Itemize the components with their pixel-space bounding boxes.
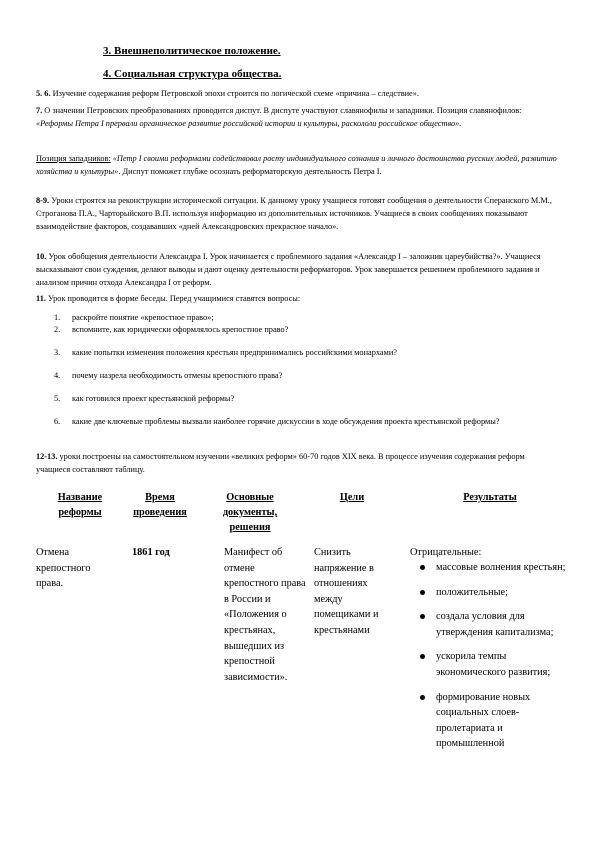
list-number: 4. — [54, 371, 61, 380]
slavophiles-quote: «Реформы Петра I прервали органическое развитие российской истории и культуры, раскололи российское общество». — [36, 118, 462, 128]
paragraph-11 — [36, 293, 558, 306]
list-item — [416, 560, 566, 576]
paragraph-5-6 — [36, 88, 558, 101]
paragraph-number: 7. — [36, 106, 43, 115]
list-number: 1. — [54, 313, 61, 322]
paragraph-8-9 — [36, 195, 558, 233]
cell-results-label: Отрицательные: — [410, 547, 482, 558]
bullet-icon — [420, 565, 425, 570]
westerners-quote: «Петр I своими реформами содействовал росту индивидуального сознания и личного достоинства русских людей, развитию хозяйства и культуры» — [36, 154, 557, 176]
paragraph-text: Урок обобщения деятельности Александра I. Урок начинается с проблемного задания «Александр I – заложник цареубийства?». Учащиеся высказывают свои суждения, делают выводы и дают оценку деятельности реформаторов. Урок завершается решением проблемного задания и анализом причин отхода Александра I от реформ. — [36, 252, 541, 287]
paragraph-12-13 — [36, 451, 558, 477]
list-number: 2. — [54, 325, 61, 334]
heading-item-4: 4. Социальная структура общества. — [103, 68, 282, 80]
list-text: формирование новых социальных слоев- пролетариата и промышленной — [436, 691, 531, 750]
list-text: массовые волнения крестьян; — [436, 562, 566, 573]
cell-reform-goals: Снизить напряжение в отношениях между помещиками и крестьянами — [314, 547, 379, 636]
paragraph-westerners — [36, 153, 558, 179]
paragraph-number: 8-9. — [36, 196, 50, 205]
paragraph-10 — [36, 251, 558, 289]
paragraph-number: 10. — [36, 252, 47, 261]
westerners-label: Позиция западников: — [36, 154, 111, 163]
paragraph-text: Уроки строятся на реконструкции исторической ситуации. К данному уроку учащиеся готовят сообщения о деятельности Сперанского М.М., Строганова П.А., Чарторыйского В.П. используя информацию из дополнительных источников. Учащиеся в своих сообщениях показывают взаимодействие факторов, создававших «дней Александровских прекрасное начало». — [36, 196, 552, 231]
paragraph-text: . Диспут поможет глубже осознать реформаторскую деятельность Петра I. — [118, 166, 382, 176]
list-item — [416, 585, 566, 601]
paragraph-number: 12-13. — [36, 452, 58, 461]
list-number: 6. — [54, 417, 61, 426]
bullet-icon — [420, 654, 425, 659]
list-item — [416, 609, 566, 640]
paragraph-7 — [36, 105, 558, 131]
paragraph-number: 11. — [36, 294, 46, 303]
cell-reform-time: 1861 год — [132, 547, 170, 558]
list-item — [416, 690, 566, 752]
list-number: 3. — [54, 348, 61, 357]
paragraph-text: уроки построены на самостоятельном изучении «великих реформ» 60-70 годов XIX века. В процессе изучения содержания реформ учащиеся составляют таблицу. — [36, 452, 525, 474]
paragraph-text: О значении Петровских преобразованиях проводится диспут. В диспуте участвуют славянофилы и западники. Позиция славянофилов: — [42, 106, 522, 115]
table-header-name: Название реформы — [57, 492, 103, 518]
table-header-goals: Цели — [339, 492, 365, 503]
list-text: раскройте понятие «крепостное право»; — [72, 313, 214, 322]
list-text: как готовился проект крестьянской реформы? — [72, 394, 235, 403]
list-text: какие две ключевые проблемы вызвали наиболее горячие дискуссии в ходе обсуждения проекта крестьянской реформы? — [72, 417, 500, 426]
table-header-results: Результаты — [463, 492, 517, 503]
bullet-icon — [420, 614, 425, 619]
results-list — [416, 560, 566, 761]
paragraph-number: 5. 6. — [36, 89, 51, 98]
paragraph-text: Урок проводится в форме беседы. Перед учащимися ставятся вопросы: — [45, 294, 301, 303]
list-text: положительные; — [436, 586, 508, 598]
table-header-time: Время проведения — [133, 492, 187, 518]
cell-reform-docs: Манифест об отмене крепостного права в России и «Положения о крестьянах, вышедших из крепостной зависимости». — [224, 547, 306, 683]
paragraph-text: Изучение содержания реформ Петровской эпохи строится по логической схеме «причина – следствие». — [50, 89, 419, 98]
bullet-icon — [420, 695, 425, 700]
list-text: вспомните, как юридически оформлялось крепостное право? — [72, 325, 289, 334]
cell-reform-name: Отмена крепостного права. — [36, 547, 91, 590]
list-text: создала условия для утверждения капитализма; — [436, 611, 554, 638]
list-number: 5. — [54, 394, 61, 403]
list-item — [416, 649, 566, 680]
bullet-icon — [420, 590, 425, 595]
list-text: какие попытки изменения положения крестьян предпринимались российскими монархами? — [72, 348, 397, 357]
list-text: ускорила темпы экономического развития; — [436, 651, 551, 678]
list-text: почему назрела необходимость отмены крепостного права? — [72, 371, 283, 380]
heading-item-3: 3. Внешнеполитическое положение. — [103, 45, 281, 57]
table-header-docs: Основные документы, решения — [222, 492, 278, 533]
